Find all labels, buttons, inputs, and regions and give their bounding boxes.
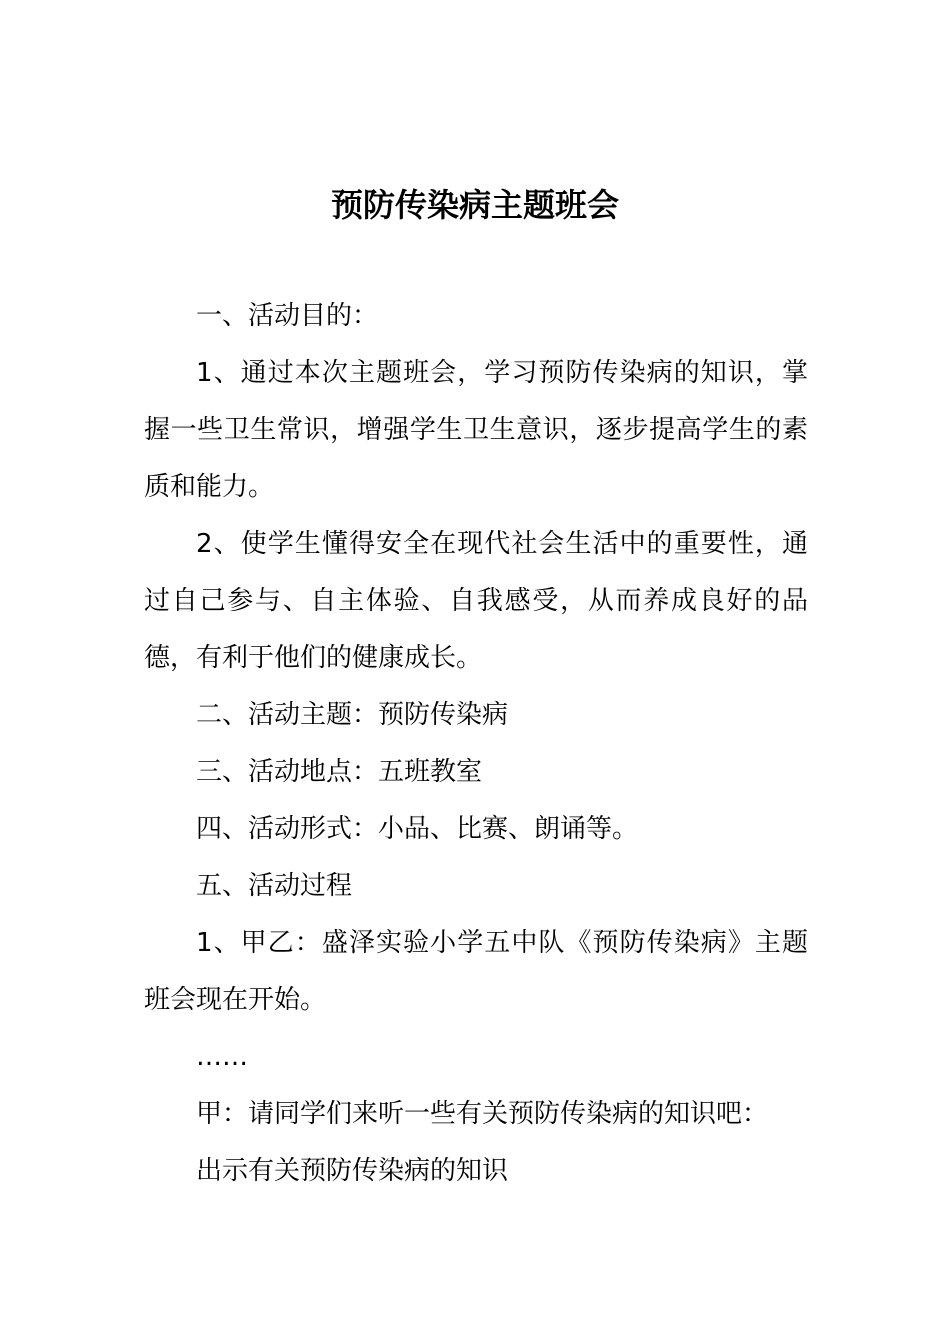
document-body [144, 288, 808, 1200]
section-location: 三、活动地点：五班教室 [196, 757, 483, 787]
section-format: 四、活动形式：小品、比赛、朗诵等。 [196, 814, 639, 844]
goal-item-1: 1、通过本次主题班会，学习预防传染病的知识，掌握一些卫生常识，增强学生卫生意识，逐步提高学生的素质和能力。 [144, 358, 808, 502]
ellipsis-line: …… [196, 1042, 248, 1072]
goal-item-2: 2、使学生懂得安全在现代社会生活中的重要性，通过自己参与、自主体验、自我感受，从而养成良好的品德，有利于他们的健康成长。 [144, 529, 808, 673]
page-title: 预防传染病主题班会 [330, 186, 619, 225]
section-theme: 二、活动主题：预防传染病 [196, 700, 509, 730]
dialogue-line: 甲：请同学们来听一些有关预防传染病的知识吧： [196, 1099, 769, 1129]
process-item-1: 1、甲乙：盛泽实验小学五中队《预防传染病》主题班会现在开始。 [144, 928, 808, 1015]
section-heading-process: 五、活动过程 [196, 871, 353, 901]
section-heading-goal: 一、活动目的： [196, 301, 379, 331]
closing-line: 出示有关预防传染病的知识 [196, 1156, 509, 1186]
